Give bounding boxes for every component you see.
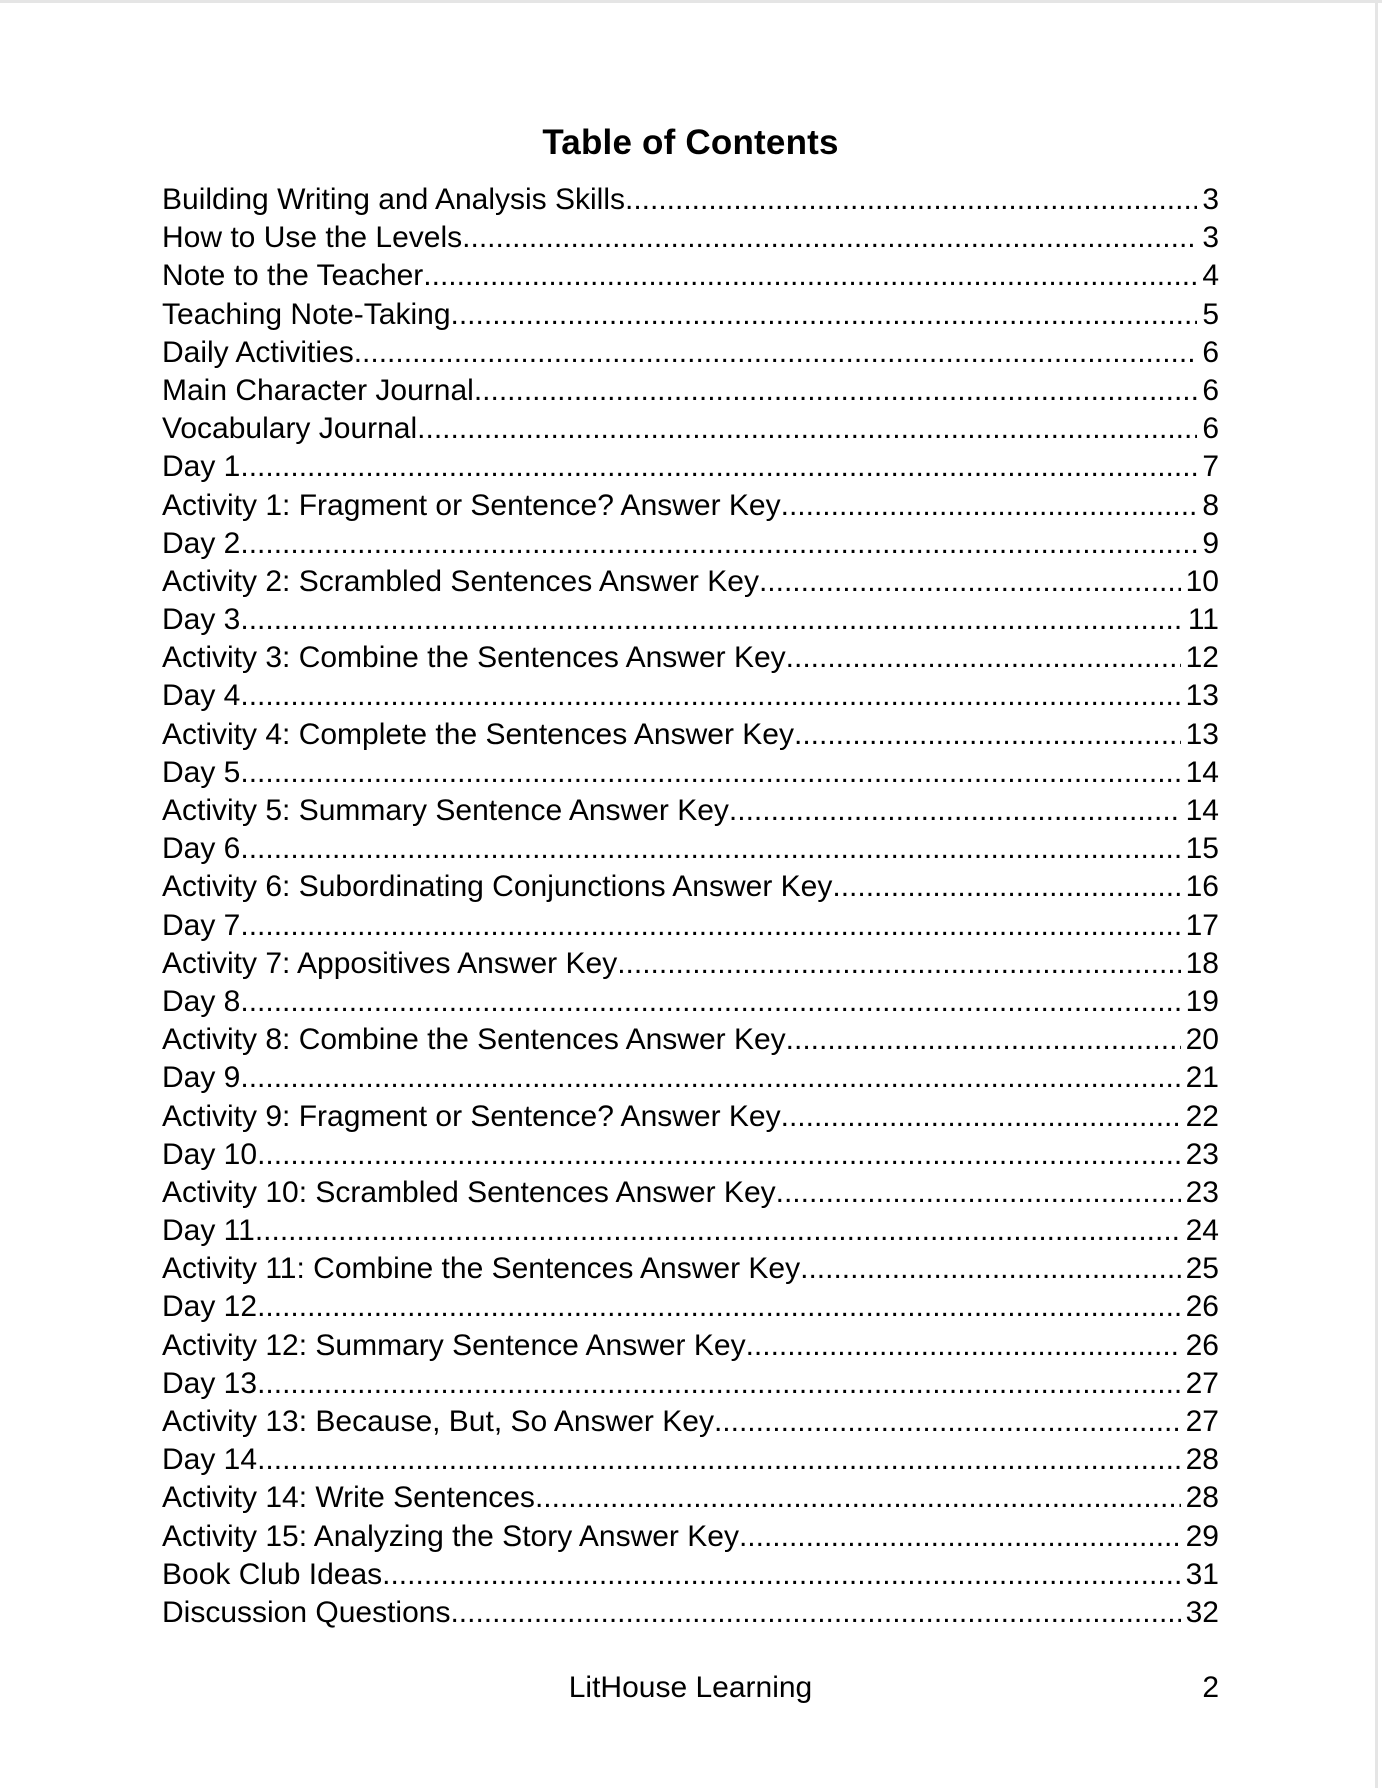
- toc-entry-label: How to Use the Levels: [162, 221, 463, 255]
- toc-dot-leader: [786, 639, 1181, 677]
- toc-dot-leader: [257, 1365, 1181, 1403]
- toc-dot-leader: [776, 1174, 1181, 1212]
- toc-entry-page: 28: [1185, 1443, 1219, 1477]
- toc-dot-leader: [781, 1098, 1181, 1136]
- toc-entry-page: 11: [1187, 603, 1219, 637]
- toc-entry-page: 19: [1185, 984, 1219, 1018]
- toc-entry-label: Day 3: [162, 603, 241, 637]
- toc-dot-leader: [451, 296, 1198, 334]
- toc-entry-label: Day 5: [162, 755, 241, 789]
- toc-entry-label: Activity 1: Fragment or Sentence? Answer Key: [162, 488, 781, 522]
- toc-entry-label: Activity 2: Scrambled Sentences Answer Key: [162, 564, 759, 598]
- toc-entry-label: Day 8: [162, 984, 241, 1018]
- toc-dot-leader: [781, 487, 1198, 525]
- toc-dot-leader: [240, 525, 1197, 563]
- toc-entry-page: 13: [1185, 717, 1219, 751]
- toc-entry: [162, 257, 1219, 295]
- toc-dot-leader: [240, 907, 1180, 945]
- toc-entry-label: Activity 9: Fragment or Sentence? Answer Key: [162, 1099, 781, 1133]
- toc-entry-page: 6: [1202, 373, 1219, 407]
- toc-entry-page: 5: [1202, 297, 1219, 331]
- toc-entry-label: Day 6: [162, 832, 241, 866]
- toc-dot-leader: [240, 1059, 1180, 1097]
- toc-entry-label: Day 13: [162, 1366, 258, 1400]
- toc-entry-label: Day 1: [162, 450, 241, 484]
- toc-dot-leader: [257, 1441, 1181, 1479]
- toc-entry-label: Note to the Teacher: [162, 259, 424, 293]
- toc-entry: [162, 792, 1219, 830]
- toc-entry-page: 22: [1185, 1099, 1219, 1133]
- toc-dot-leader: [800, 1250, 1181, 1288]
- toc-entry-page: 6: [1202, 335, 1219, 369]
- toc-entry: [162, 716, 1219, 754]
- toc-dot-leader: [423, 257, 1197, 295]
- toc-entry: [162, 830, 1219, 868]
- toc-dot-leader: [240, 601, 1182, 639]
- toc-entry-page: 18: [1185, 946, 1219, 980]
- toc-entry: [162, 1059, 1219, 1097]
- toc-entry-label: Discussion Questions: [162, 1595, 451, 1629]
- toc-entry-page: 32: [1185, 1595, 1219, 1629]
- toc-entry-label: Day 2: [162, 526, 241, 560]
- toc-entry-page: 8: [1202, 488, 1219, 522]
- toc-entry-page: 4: [1202, 259, 1219, 293]
- toc-entry-page: 15: [1185, 832, 1219, 866]
- toc-entry-page: 10: [1185, 564, 1219, 598]
- toc-entry-page: 28: [1185, 1481, 1219, 1515]
- toc-entry-page: 12: [1185, 641, 1219, 675]
- toc-entry-page: 3: [1202, 221, 1219, 255]
- toc-dot-leader: [255, 1212, 1181, 1250]
- toc-dot-leader: [794, 716, 1181, 754]
- toc-dot-leader: [832, 868, 1180, 906]
- toc-entry-label: Activity 10: Scrambled Sentences Answer Key: [162, 1175, 776, 1209]
- page-edge-right: [1375, 3, 1378, 1788]
- toc-dot-leader: [617, 945, 1180, 983]
- toc-dot-leader: [354, 334, 1198, 372]
- toc-entry: [162, 1556, 1219, 1594]
- toc-entry: [162, 945, 1219, 983]
- toc-entry-page: 23: [1185, 1137, 1219, 1171]
- toc-entry: [162, 372, 1219, 410]
- toc-dot-leader: [714, 1403, 1181, 1441]
- toc-entry-label: Daily Activities: [162, 335, 354, 369]
- toc-entry: [162, 1136, 1219, 1174]
- toc-dot-leader: [739, 1518, 1181, 1556]
- toc-entry-page: 14: [1185, 755, 1219, 789]
- toc-entry: [162, 1594, 1219, 1632]
- toc-dot-leader: [462, 219, 1197, 257]
- toc-entry-label: Activity 13: Because, But, So Answer Key: [162, 1405, 714, 1438]
- toc-entry: [162, 1365, 1219, 1403]
- toc-entry-page: 16: [1185, 870, 1219, 904]
- toc-entry: [162, 868, 1219, 906]
- toc-entry-page: 7: [1202, 450, 1219, 484]
- toc-dot-leader: [535, 1479, 1181, 1517]
- toc-entry-label: Day 4: [162, 679, 241, 713]
- toc-entry-page: 23: [1185, 1175, 1219, 1209]
- toc-entry: [162, 1098, 1219, 1136]
- toc-entry-label: Teaching Note-Taking: [162, 297, 451, 331]
- toc-entry: [162, 1518, 1219, 1556]
- toc-dot-leader: [450, 1594, 1180, 1632]
- toc-dot-leader: [417, 410, 1197, 448]
- toc-dot-leader: [240, 448, 1197, 486]
- toc-entry-label: Main Character Journal: [162, 373, 474, 407]
- page-edge-top: [0, 0, 1382, 3]
- toc-entry: [162, 525, 1219, 563]
- toc-entry-label: Activity 6: Subordinating Conjunctions Answer Key: [162, 870, 833, 904]
- toc-dot-leader: [759, 563, 1181, 601]
- toc-entry: [162, 983, 1219, 1021]
- table-of-contents: [162, 181, 1219, 1632]
- page-title: Table of Contents: [542, 123, 839, 162]
- toc-entry-label: Activity 11: Combine the Sentences Answer Key: [162, 1252, 801, 1286]
- toc-entry-label: Day 10: [162, 1137, 258, 1171]
- toc-entry-label: Building Writing and Analysis Skills: [162, 183, 625, 216]
- toc-entry: [162, 1250, 1219, 1288]
- toc-dot-leader: [240, 983, 1180, 1021]
- toc-entry-page: 20: [1185, 1023, 1219, 1057]
- toc-entry-label: Day 14: [162, 1443, 258, 1477]
- toc-entry-page: 6: [1202, 412, 1219, 446]
- toc-entry: [162, 1021, 1219, 1059]
- toc-entry: [162, 448, 1219, 486]
- toc-entry-page: 26: [1185, 1290, 1219, 1324]
- toc-dot-leader: [240, 754, 1180, 792]
- toc-entry: [162, 219, 1219, 257]
- toc-dot-leader: [257, 1136, 1181, 1174]
- toc-entry-page: 13: [1185, 679, 1219, 713]
- toc-entry: [162, 1288, 1219, 1326]
- toc-dot-leader: [625, 181, 1197, 219]
- toc-entry-label: Activity 12: Summary Sentence Answer Key: [162, 1328, 746, 1362]
- toc-entry: [162, 1479, 1219, 1517]
- toc-entry: [162, 410, 1219, 448]
- toc-entry-label: Activity 7: Appositives Answer Key: [162, 946, 618, 980]
- toc-entry: [162, 1441, 1219, 1479]
- toc-dot-leader: [240, 830, 1180, 868]
- toc-entry: [162, 181, 1219, 219]
- toc-entry-label: Day 9: [162, 1061, 241, 1095]
- page-footer: [162, 1669, 1219, 1707]
- toc-entry-label: Day 11: [162, 1214, 255, 1248]
- toc-dot-leader: [257, 1288, 1181, 1326]
- toc-entry: [162, 639, 1219, 677]
- toc-entry-label: Activity 3: Combine the Sentences Answer Key: [162, 641, 786, 675]
- toc-dot-leader: [382, 1556, 1180, 1594]
- toc-entry: [162, 1174, 1219, 1212]
- toc-entry-page: 27: [1185, 1405, 1219, 1438]
- toc-entry: [162, 754, 1219, 792]
- toc-entry-page: 24: [1185, 1214, 1219, 1248]
- toc-dot-leader: [746, 1327, 1181, 1365]
- toc-entry-page: 21: [1185, 1061, 1219, 1095]
- toc-entry-page: 29: [1185, 1519, 1219, 1553]
- toc-entry: [162, 563, 1219, 601]
- toc-entry-label: Activity 4: Complete the Sentences Answer Key: [162, 717, 794, 751]
- toc-dot-leader: [474, 372, 1198, 410]
- toc-entry-label: Activity 15: Analyzing the Story Answer Key: [162, 1519, 739, 1553]
- toc-entry-label: Book Club Ideas: [162, 1557, 383, 1591]
- toc-entry: [162, 487, 1219, 525]
- footer-brand: LitHouse Learning: [568, 1671, 813, 1704]
- toc-entry-label: Day 7: [162, 908, 241, 942]
- toc-entry-page: 26: [1185, 1328, 1219, 1362]
- toc-entry: [162, 1403, 1219, 1441]
- toc-entry-page: 27: [1185, 1366, 1219, 1400]
- toc-entry-label: Activity 5: Summary Sentence Answer Key: [162, 794, 729, 827]
- toc-entry-page: 17: [1185, 908, 1219, 942]
- toc-entry-label: Activity 8: Combine the Sentences Answer Key: [162, 1023, 786, 1057]
- toc-entry-label: Day 12: [162, 1290, 258, 1324]
- toc-entry-page: 14: [1185, 794, 1219, 827]
- toc-dot-leader: [240, 677, 1180, 715]
- toc-entry: [162, 601, 1219, 639]
- toc-entry: [162, 907, 1219, 945]
- footer-page-number: 2: [1202, 1671, 1219, 1704]
- toc-entry-label: Vocabulary Journal: [162, 412, 418, 446]
- toc-entry: [162, 334, 1219, 372]
- toc-entry-page: 31: [1185, 1557, 1219, 1591]
- toc-entry: [162, 296, 1219, 334]
- toc-entry: [162, 1327, 1219, 1365]
- toc-entry-label: Activity 14: Write Sentences: [162, 1481, 535, 1515]
- toc-entry-page: 9: [1202, 526, 1219, 560]
- toc-entry-page: 25: [1185, 1252, 1219, 1286]
- toc-entry: [162, 1212, 1219, 1250]
- toc-dot-leader: [729, 792, 1181, 830]
- toc-entry-page: 3: [1202, 183, 1219, 216]
- toc-dot-leader: [786, 1021, 1181, 1059]
- toc-entry: [162, 677, 1219, 715]
